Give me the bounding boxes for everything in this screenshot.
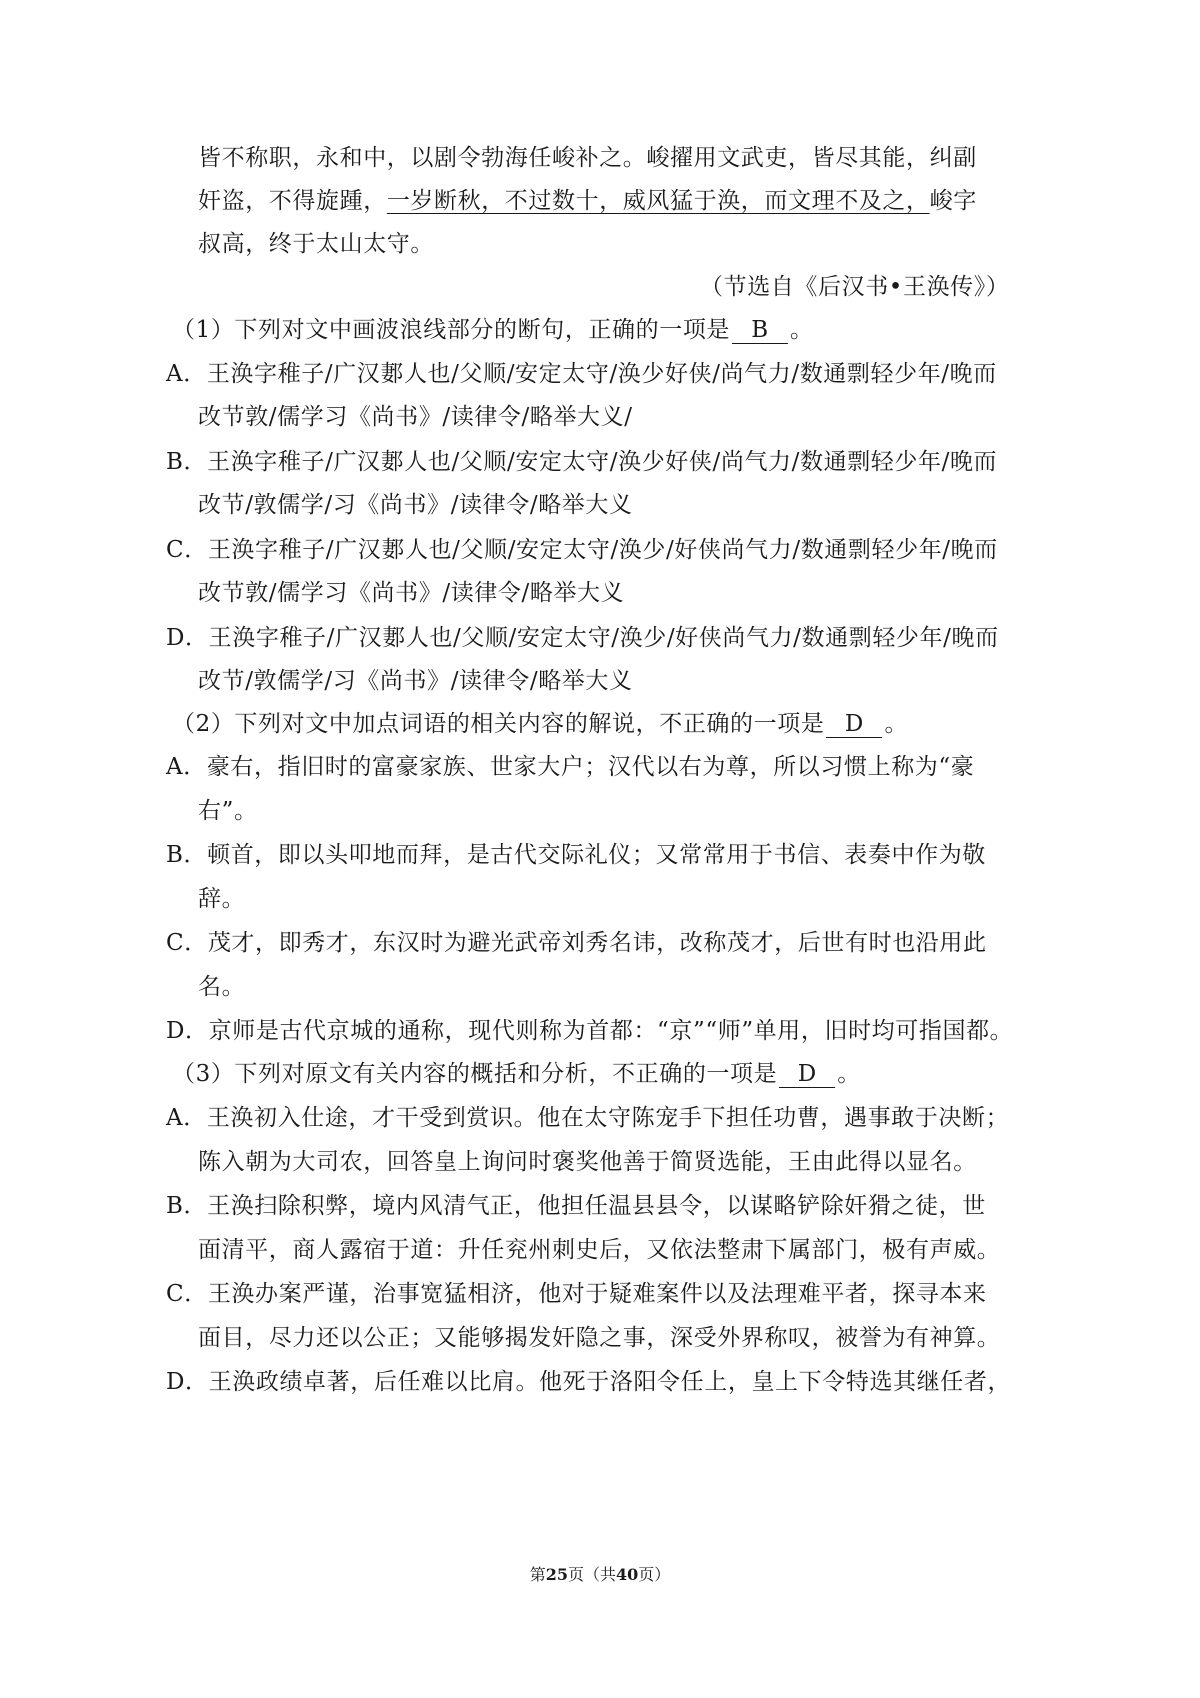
question-1-answer: B [732, 317, 788, 344]
option-text: 王涣字稚子/广汉郪人也/父顺/安定太守/涣少好侠/尚气力/数通剽轻少年/晚而 [207, 449, 998, 475]
footer-mid: 页（共 [567, 1565, 616, 1584]
q3-option-c-cont: 面目，尽力还以公正；又能够揭发奸隐之事，深受外界称叹，被誉为有神算。 [198, 1325, 1001, 1351]
passage-line-2-text: 奸盗，不得旋踵， [198, 188, 387, 214]
option-text: 王涣办案严谨，治事宽猛相济，他对于疑难案件以及法理难平者，探寻本来 [207, 1281, 987, 1307]
q2-option-c-cont: 名。 [198, 974, 246, 1000]
q1-option-c-cont: 改节敦/儒学习《尚书》/读律令/略举大义 [198, 580, 625, 606]
q3-option-a [166, 1103, 1009, 1133]
q2-option-b-cont: 辞。 [198, 886, 246, 912]
option-label: B． [166, 449, 208, 475]
option-label: D． [166, 1018, 209, 1044]
passage-source: （节选自《后汉书•王涣传》） [700, 274, 1010, 300]
question-3-text: （3）下列对原文有关内容的概括和分析，不正确的一项是 [172, 1061, 778, 1087]
option-label: A． [166, 1105, 207, 1131]
option-text: 茂才，即秀才，东汉时为避光武帝刘秀名讳，改称茂才，后世有时也沿用此 [207, 930, 987, 956]
question-2-stem [172, 709, 908, 739]
q3-option-b [166, 1191, 986, 1221]
q1-option-a-cont: 改节敦/儒学习《尚书》/读律令/略举大义/ [198, 404, 633, 430]
q2-option-b [166, 840, 986, 870]
option-text: 王涣字稚子/广汉郪人也/父顺/安定太守/涣少/好侠尚气力/数通剽轻少年/晚而 [207, 537, 998, 563]
page-footer [0, 1562, 1200, 1585]
option-label: A． [166, 754, 207, 780]
q1-option-d-cont: 改节/敦儒学/习《尚书》/读律令/略举大义 [198, 668, 633, 694]
option-text: 王涣政绩卓著，后任难以比肩。他死于洛阳令任上，皇上下令特选其继任者， [208, 1369, 1012, 1395]
question-1-text: （1）下列对文中画波浪线部分的断句，正确的一项是 [172, 317, 731, 343]
q2-option-c [166, 928, 987, 958]
q1-option-a [166, 359, 997, 389]
option-text: 王涣初入仕途，才干受到赏识。他在太守陈宠手下担任功曹，遇事敢于决断； [206, 1105, 1010, 1131]
passage-line-3: 叔高，终于太山太守。 [198, 231, 434, 257]
q2-option-a [166, 752, 974, 782]
option-label: A． [166, 361, 207, 387]
option-text: 王涣扫除积弊，境内风清气正，他担任温县县令，以谋略铲除奸猾之徒，世 [207, 1193, 986, 1219]
option-text: 京师是古代京城的通称，现代则称为首都：“京”“师”单用，旧时均可指国都。 [208, 1018, 1014, 1044]
option-label: C． [166, 930, 208, 956]
option-text: 顿首，即以头叩地而拜，是古代交际礼仪；又常常用于书信、表奏中作为敬 [207, 842, 986, 868]
q2-option-d [166, 1016, 1013, 1046]
question-2-answer: D [826, 711, 882, 738]
q2-option-a-cont: 右”。 [198, 798, 258, 824]
option-text: 豪右，指旧时的富豪家族、世家大户；汉代以右为尊，所以习惯上称为“豪 [206, 754, 975, 780]
q3-option-c [166, 1279, 987, 1309]
q1-option-b [166, 447, 997, 477]
question-1-stem [172, 315, 814, 345]
q1-option-d [166, 623, 999, 653]
footer-post: 页） [638, 1565, 671, 1584]
option-label: B． [166, 1193, 208, 1219]
page-number: 25 [545, 1565, 568, 1584]
question-3-answer: D [779, 1061, 835, 1088]
q3-option-a-cont: 陈入朝为大司农，回答皇上询问时褒奖他善于简贤选能，王由此得以显名。 [198, 1149, 977, 1175]
question-2-end: 。 [884, 711, 909, 737]
q1-option-b-cont: 改节/敦儒学/习《尚书》/读律令/略举大义 [198, 492, 633, 518]
passage-line-2-end: 峻字 [929, 188, 977, 214]
passage-line-2 [198, 186, 977, 216]
option-label: C． [166, 537, 208, 563]
option-text: 王涣字稚子/广汉郪人也/父顺/安定太守/涣少/好侠尚气力/数通剽轻少年/晚而 [208, 625, 999, 651]
q3-option-d [166, 1367, 1011, 1397]
q1-option-c [166, 535, 998, 565]
q3-option-b-cont: 面清平，商人露宿于道：升任兖州刺史后，又依法整肃下属部门，极有声威。 [198, 1237, 1001, 1263]
question-3-end: 。 [837, 1061, 861, 1087]
question-3-stem [172, 1059, 861, 1089]
option-label: D． [166, 625, 209, 651]
passage-line-1: 皆不称职，永和中，以剧令勃海任峻补之。峻擢用文武吏，皆尽其能，纠副 [198, 145, 977, 171]
question-1-end: 。 [790, 317, 814, 343]
option-text: 王涣字稚子/广汉郪人也/父顺/安定太守/涣少好侠/尚气力/数通剽轻少年/晚而 [206, 361, 997, 387]
page-total: 40 [616, 1565, 639, 1584]
option-label: B． [166, 842, 208, 868]
footer-pre: 第 [529, 1565, 546, 1584]
option-label: C． [166, 1281, 208, 1307]
option-label: D． [166, 1369, 209, 1395]
question-2-text: （2）下列对文中加点词语的相关内容的解说，不正确的一项是 [172, 711, 825, 737]
underlined-sentence: 一岁断秋，不过数十，威风猛于涣，而文理不及之， [386, 188, 930, 214]
